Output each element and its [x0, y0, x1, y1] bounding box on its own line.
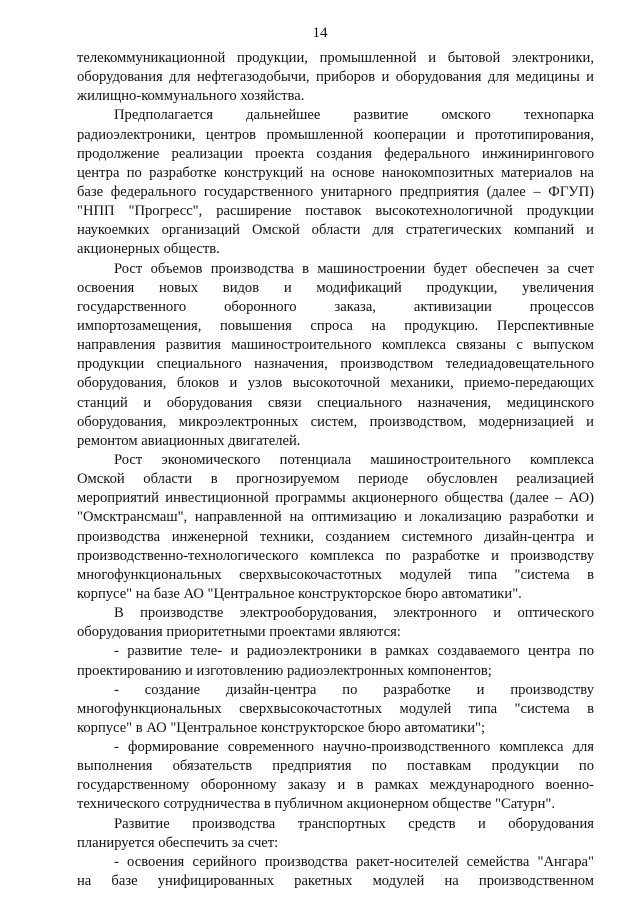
text-line: жилищно-коммунального хозяйства. [77, 88, 305, 105]
text-line: базе федерального государственного унитарного предприятия (далее – ФГУП) [77, 183, 594, 200]
text-line: производства инженерной техники, созданием системного дизайн-центра и [77, 528, 594, 545]
text-line: Развитие производства транспортных средств и оборудования [114, 815, 594, 832]
document-body [77, 49, 594, 891]
page-number: 14 [312, 25, 328, 41]
text-line: продукции специального назначения, производством теледиадовещательного [77, 356, 594, 373]
text-line: государственному оборонному заказу и в рамках международного военно- [77, 777, 594, 794]
text-line: планируется обеспечить за счет: [77, 834, 279, 851]
text-line: Предполагается дальнейшее развитие омского технопарка [114, 107, 594, 124]
text-line: телекоммуникационной продукции, промышленной и бытовой электроники, [77, 50, 594, 66]
text-line: оборудования, блоков и узлов высокоточной механики, приемо-передающих [77, 375, 594, 392]
text-line: - освоения серийного производства ракет-носителей семейства "Ангара" [114, 853, 594, 870]
text-line: проектированию и изготовлению радиоэлектронных компонентов; [77, 662, 492, 679]
text-line: многофункциональных сверхвысокочастотных модулей типа "система в [77, 700, 594, 717]
text-line: производственно-технологического комплекса по разработке и производству [77, 547, 594, 564]
text-line: - создание дизайн-центра по разработке и производству [114, 681, 594, 698]
text-line: технического сотрудничества в публичном акционерном обществе "Сатурн". [77, 796, 555, 813]
text-line: В производстве электрооборудования, электронного и оптического [114, 605, 594, 622]
text-line: корпусе" в АО "Центральное конструкторское бюро автоматики"; [77, 719, 486, 736]
text-line: многофункциональных сверхвысокочастотных модулей типа "система в [77, 566, 594, 583]
text-line: "Омсктрансмаш", направленной на оптимизацию и локализацию разработки и [77, 509, 594, 526]
text-line: оборудования для нефтегазодобычи, приборов и оборудования для медицины и [77, 69, 594, 86]
text-line: - развитие теле- и радиоэлектроники в рамках создаваемого центра по [114, 643, 594, 660]
text-line: Рост экономического потенциала машиностроительного комплекса [114, 451, 594, 468]
text-line: выполнения обязательств предприятия по поставкам продукции по [77, 758, 594, 775]
text-line: - формирование современного научно-производственного комплекса для [114, 739, 594, 756]
text-line: на базе унифицированных ракетных модулей на производственном [77, 873, 594, 890]
text-line: акционерных обществ. [77, 241, 220, 258]
text-line: государственного оборонного заказа, активизации процессов [77, 298, 594, 315]
text-line: импортозамещения, повышения спроса на продукцию. Перспективные [77, 317, 594, 334]
text-line: станций и оборудования связи специального назначения, медицинского [77, 394, 594, 411]
text-line: оборудования приоритетными проектами являются: [77, 624, 401, 641]
text-line: освоения новых видов и модификаций продукции, увеличения [77, 279, 594, 296]
text-line: Рост объемов производства в машиностроении будет обеспечен за счет [114, 260, 594, 277]
text-line: направления развития машиностроительного комплекса связаны с выпуском [77, 337, 594, 354]
text-line: продолжение реализации проекта создания федерального инжинирингового [77, 145, 594, 162]
text-line: корпусе" на базе АО "Центральное конструкторское бюро автоматики". [77, 585, 522, 602]
text-line: ремонтом авиационных двигателей. [77, 432, 301, 449]
text-line: радиоэлектроники, центров промышленной кооперации и прототипирования, [77, 126, 594, 143]
text-line: мероприятий инвестиционной программы акционерного общества (далее – АО) [77, 490, 594, 507]
text-line: "НПП "Прогресс", расширение поставок высокотехнологичной продукции [77, 203, 594, 220]
text-line: оборудования, микроэлектронных систем, производством, модернизацией и [77, 413, 594, 430]
text-line: Омской области в прогнозируемом периоде обусловлен реализацией [77, 471, 594, 488]
text-line: центра по разработке конструкций на основе нанокомпозитных материалов на [77, 164, 594, 181]
text-line: наукоемких организаций Омской области для стратегических компаний и [77, 222, 594, 239]
